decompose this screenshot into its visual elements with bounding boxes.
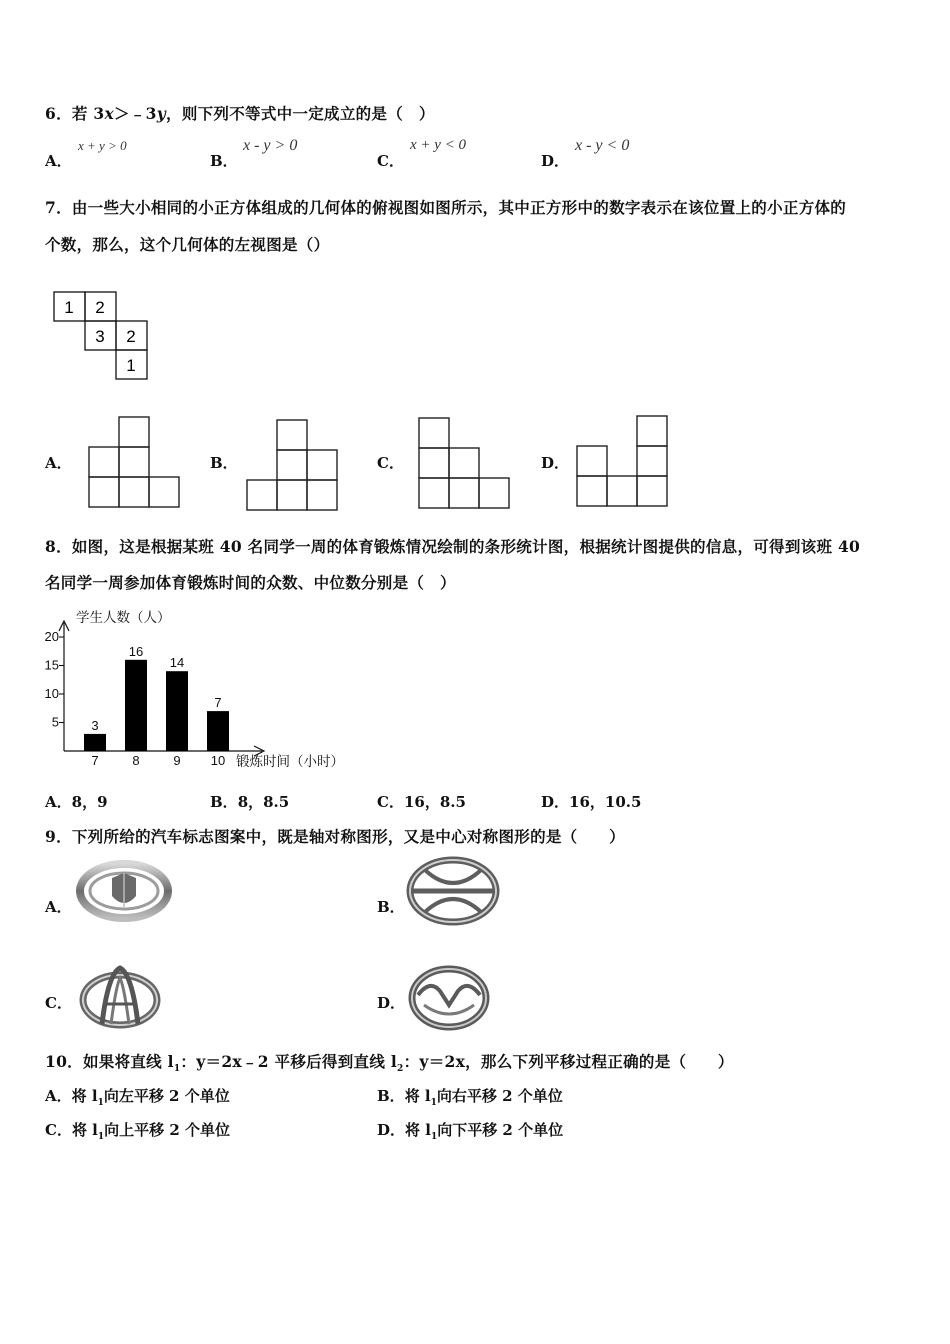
q8-option-d[interactable] xyxy=(541,791,641,812)
y-tick-label: 15 xyxy=(44,657,59,673)
q10-option-c-pre: 将 l xyxy=(71,1121,98,1139)
q6-stem xyxy=(45,102,435,124)
q10-option-d[interactable] xyxy=(377,1119,563,1142)
y-tick-label: 20 xyxy=(44,629,59,644)
q10-option-a[interactable] xyxy=(45,1085,230,1108)
q10-stem-mid: ：y＝2x﹣2 平移后得到直线 l xyxy=(180,1052,398,1071)
q10-stem xyxy=(45,1050,734,1074)
q9-stem: 9．下列所给的汽车标志图案中，既是轴对称图形，又是中心对称图形的是（ ） xyxy=(45,827,625,846)
q9-option-c-label[interactable]: C． xyxy=(45,994,72,1012)
q6-stem-mid: ＞﹣3 xyxy=(114,104,157,123)
q6-option-b-label[interactable]: B． xyxy=(210,152,238,170)
q6-option-c-expr: x + y < 0 xyxy=(410,137,467,153)
q9-option-c-logo[interactable] xyxy=(78,964,162,1030)
q6-var-y: y xyxy=(156,104,167,123)
q9-option-a-logo[interactable] xyxy=(76,860,172,924)
bar-9 xyxy=(166,671,188,751)
q7-option-d-label[interactable]: D． xyxy=(541,454,570,472)
q10-sub1: 1 xyxy=(173,1064,181,1075)
q10-option-a-label: A． xyxy=(45,1087,72,1105)
q7-option-a-figure[interactable] xyxy=(85,415,185,510)
bar-8 xyxy=(125,660,147,751)
y-tick-label: 10 xyxy=(44,686,59,701)
q6-option-b-expr: x - y > 0 xyxy=(243,137,298,154)
q10-option-c-sub: 1 xyxy=(97,1132,105,1142)
bar-data-label: 14 xyxy=(169,655,185,671)
q9-option-b-label[interactable]: B． xyxy=(377,898,405,916)
q8-option-c-text: 16，8.5 xyxy=(403,793,466,811)
q8-option-c-label: C． xyxy=(377,793,404,811)
q9-option-b-logo[interactable] xyxy=(405,856,501,928)
q8-option-d-label: D． xyxy=(541,793,570,811)
q10-option-d-sub: 1 xyxy=(430,1132,438,1142)
q10-option-d-label: D． xyxy=(377,1121,406,1139)
q10-option-c-post: 向上平移 2 个单位 xyxy=(104,1121,231,1139)
q7-option-b-label[interactable]: B． xyxy=(210,454,238,472)
q6-option-d-label[interactable]: D． xyxy=(541,152,570,170)
q10-option-a-pre: 将 l xyxy=(71,1087,98,1105)
q10-option-a-sub: 1 xyxy=(97,1098,104,1108)
q8-option-b-label: B． xyxy=(210,793,238,811)
q8-option-c[interactable] xyxy=(377,791,466,812)
q10-option-b-pre: 将 l xyxy=(404,1087,431,1105)
q10-option-b-label: B． xyxy=(377,1087,405,1105)
q6-option-a-expr: x + y > 0 xyxy=(78,138,127,153)
q8-bar-chart xyxy=(40,603,370,778)
q6-number: 6． xyxy=(45,104,72,123)
q8-option-a[interactable] xyxy=(45,791,108,812)
q8-option-b-text: 8，8.5 xyxy=(237,793,290,811)
q10-option-b-sub: 1 xyxy=(430,1098,437,1108)
q10-stem-pre: 10．如果将直线 l xyxy=(45,1052,174,1071)
q6-stem-pre: 若 3 xyxy=(71,104,105,123)
q10-option-c-label: C． xyxy=(45,1121,72,1139)
bar-7 xyxy=(84,734,106,751)
grid-number-2: 2 xyxy=(95,298,105,317)
q6-option-c-label[interactable]: C． xyxy=(377,152,404,170)
q10-option-d-pre: 将 l xyxy=(405,1121,431,1139)
x-tick-label: 10 xyxy=(210,753,226,768)
q6-option-d-expr: x - y < 0 xyxy=(575,137,630,154)
q8-line2: 名同学一周参加体育锻炼时间的众数、中位数分别是（ ） xyxy=(45,573,456,592)
q10-option-b-post: 向右平移 2 个单位 xyxy=(436,1087,563,1105)
q7-option-c-figure[interactable] xyxy=(415,416,515,511)
q10-stem-post: ：y＝2x，那么下列平移过程正确的是（ ） xyxy=(403,1052,734,1071)
q10-option-b[interactable] xyxy=(377,1085,563,1108)
q6-stem-post: ，则下列不等式中一定成立的是（ ） xyxy=(166,104,435,123)
q7-option-a-label[interactable]: A． xyxy=(45,454,72,472)
q7-top-view-grid xyxy=(52,290,152,382)
q8-option-a-label: A． xyxy=(45,793,72,811)
grid-number-5: 1 xyxy=(126,356,136,375)
q8-option-b[interactable] xyxy=(210,791,289,812)
q8-option-a-text: 8，9 xyxy=(71,793,108,811)
q6-option-a-label[interactable]: A． xyxy=(45,152,72,170)
x-tick-label: 7 xyxy=(91,753,99,768)
q8-line1: 8．如图，这是根据某班 40 名同学一周的体育锻炼情况绘制的条形统计图，根据统计图提供的信息，可得到该班 40 xyxy=(45,537,861,556)
q10-option-a-post: 向左平移 2 个单位 xyxy=(103,1087,230,1105)
q8-option-d-text: 16，10.5 xyxy=(569,793,642,811)
bar-data-label: 7 xyxy=(214,695,222,711)
q10-sub2: 2 xyxy=(397,1064,404,1075)
bar-data-label: 3 xyxy=(91,717,99,733)
q9-option-d-label[interactable]: D． xyxy=(377,994,406,1012)
q10-option-d-post: 向下平移 2 个单位 xyxy=(437,1121,564,1139)
bar-10 xyxy=(207,711,229,751)
grid-number-1: 1 xyxy=(64,298,74,317)
q6-var-x: x xyxy=(104,104,115,123)
x-tick-label: 9 xyxy=(173,753,181,768)
y-axis-label: 学生人数（人） xyxy=(76,610,171,626)
q10-option-c[interactable] xyxy=(45,1119,230,1142)
grid-number-4: 2 xyxy=(126,327,136,346)
q7-line2: 个数，那么，这个几何体的左视图是（） xyxy=(45,235,330,254)
grid-number-3: 3 xyxy=(95,327,105,346)
q7-option-b-figure[interactable] xyxy=(243,418,343,513)
x-tick-label: 8 xyxy=(132,753,140,768)
q7-option-d-figure[interactable] xyxy=(573,414,673,509)
bar-data-label: 16 xyxy=(128,643,144,659)
q7-line1: 7．由一些大小相同的小正方体组成的几何体的俯视图如图所示，其中正方形中的数字表示在该位置上的小正方体的 xyxy=(45,198,847,217)
q7-option-c-label[interactable]: C． xyxy=(377,454,404,472)
x-axis-label: 锻炼时间（小时） xyxy=(236,754,344,770)
q9-option-d-logo[interactable] xyxy=(408,965,490,1031)
q9-option-a-label[interactable]: A． xyxy=(45,898,72,916)
y-tick-label: 5 xyxy=(51,714,59,730)
